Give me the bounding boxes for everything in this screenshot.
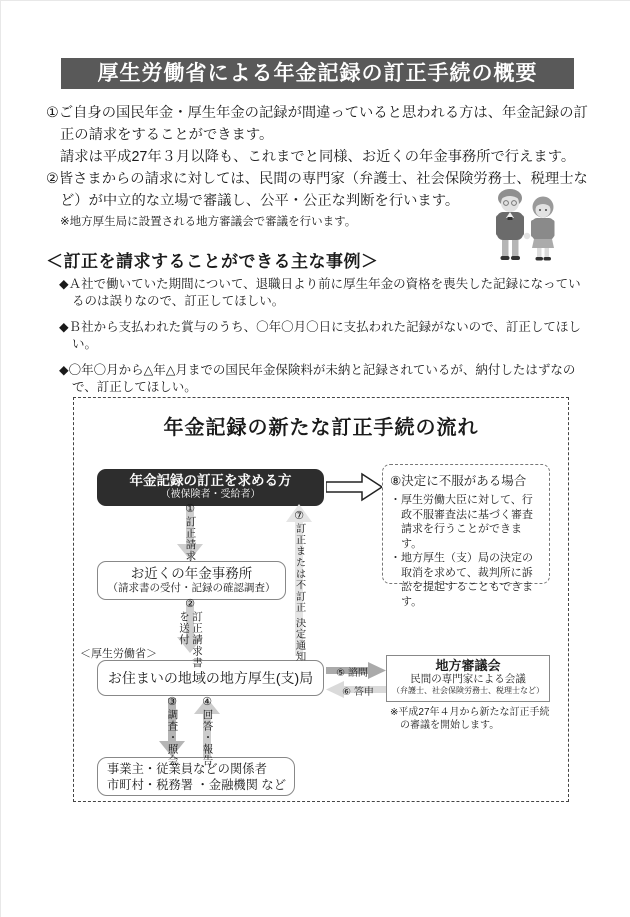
arrow-3-text: 調査・照会	[166, 709, 179, 767]
case-item	[59, 362, 583, 396]
flowchart-frame	[73, 397, 569, 802]
intro-item-1: ①ご自身の国民年金・厚生年金の記録が間違っていると思われる方は、年金記録の訂正の請求をすることができます。	[46, 105, 588, 143]
requester-box-line1: 年金記録の訂正を求める方	[129, 473, 292, 488]
pension-office-line2: （請求書の受付・記録の確認調査）	[107, 582, 276, 594]
appeal-arrow-icon	[326, 472, 384, 502]
requester-box	[97, 469, 324, 506]
arrow-2-text: 訂正請求書 を送付	[178, 611, 203, 669]
case-bullet: ◆	[59, 277, 69, 291]
arrow-4-label	[194, 696, 220, 767]
arrow-1-label	[177, 503, 203, 562]
arrow-3-number: ③	[167, 696, 177, 708]
regional-bureau-line1: お住まいの地域の地方厚生(支)局	[107, 670, 314, 686]
page-title: 厚生労働省による年金記録の訂正手続の概要	[61, 58, 574, 89]
appeal-box	[382, 464, 550, 608]
council-line2: 民間の専門家による会議	[410, 673, 526, 685]
intro-note: ※地方厚生局に設置される地方審議会で審議を行います。	[60, 216, 357, 228]
regional-bureau-box	[97, 660, 324, 696]
council-note-line2: の審議を開始します。	[400, 720, 500, 731]
pension-office-line1: お近くの年金事務所	[130, 566, 253, 581]
case-item	[59, 319, 583, 353]
council-line3: （弁護士、社会保険労務士、税理士など）	[392, 686, 544, 695]
arrow-1-number: ①	[185, 503, 195, 515]
case-bullet: ◆	[59, 320, 69, 334]
related-parties-line1: 事業主・従業員などの関係者	[107, 762, 267, 776]
arrow-2-label	[174, 598, 206, 669]
elderly-couple-illustration	[484, 187, 570, 265]
intro-item-1-continued: 請求は平成27年３月以降も、これまでと同様、お近くの年金事務所で行えます。	[60, 149, 576, 165]
arrow-7-text: 訂正または不訂正 決定通知	[293, 523, 305, 663]
arrow-4-text: 回答・報告	[201, 709, 214, 767]
council-note-line1: ※平成27年４月から新たな訂正手続	[390, 707, 550, 718]
arrow-2-number: ②	[185, 598, 195, 610]
case-item	[59, 276, 583, 310]
arrow-1-text: 訂正請求	[184, 516, 197, 562]
council-box	[386, 655, 550, 702]
case-bullet: ◆	[59, 363, 69, 377]
case-list	[59, 276, 583, 405]
intro-item-2: ②皆さまからの請求に対しては、民間の専門家（弁護士、社会保険労務士、税理士など）が中立的な立場で審議し、公平・公正な判断を行います。	[46, 171, 588, 209]
arrow-3-label	[159, 696, 185, 767]
arrow-6-label: ⑥ 答申	[342, 687, 374, 698]
flowchart-title: 年金記録の新たな訂正手続の流れ	[163, 417, 479, 439]
case-text: Ａ社で働いていた期間について、退職日より前に厚生年金の資格を喪失した記録になっているのは誤りなので、訂正してほしい。	[68, 277, 581, 308]
appeal-item: ・厚生労働大臣に対して、行政不服審査法に基づく審査請求を行うことができます。	[390, 494, 533, 550]
cases-heading: ＜訂正を請求することができる主な事例＞	[46, 252, 379, 271]
arrow-5-label: ⑤ 諮問	[336, 668, 368, 679]
appeal-item: ・地方厚生（支）局の決定の取消を求めて、裁判所に訴訟を提起することもできます。	[390, 552, 533, 608]
arrow-7-number: ⑦	[294, 510, 304, 522]
arrow-4-number: ④	[202, 696, 212, 708]
related-parties-line2: 市町村・税務署 ・金融機関 など	[107, 778, 286, 792]
ministry-label: ＜厚生労働省＞	[80, 648, 157, 660]
arrow-7-label	[286, 510, 312, 662]
council-line1: 地方審議会	[435, 658, 501, 673]
case-text: 〇年〇月から△年△月までの国民年金保険料が未納と記録されているが、納付したはずなので、訂正してほしい。	[68, 363, 576, 394]
council-note	[390, 706, 550, 732]
requester-box-line2: （被保険者・受給者）	[160, 489, 261, 500]
pension-office-box	[97, 561, 286, 600]
appeal-heading: ⑧決定に不服がある場合	[390, 474, 527, 488]
case-text: Ｂ社から支払われた賞与のうち、〇年〇月〇日に支払われた記録がないので、訂正してほしい。	[68, 320, 581, 351]
